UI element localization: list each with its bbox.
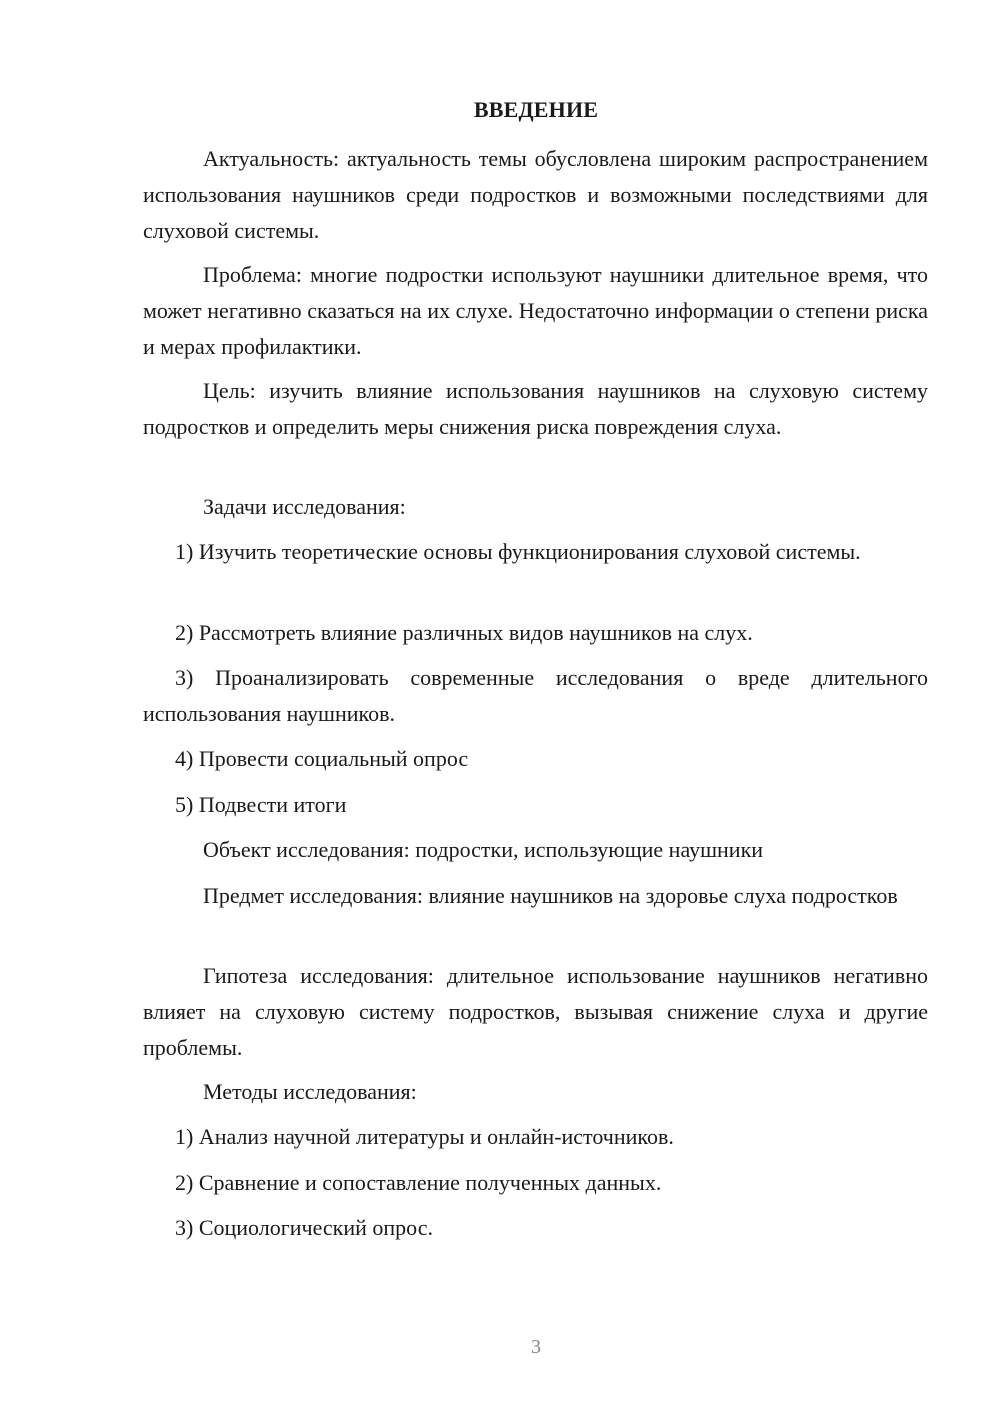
list-item-method-3: 3) Социологический опрос. [175, 1215, 433, 1240]
paragraph-tasks-heading: Задачи исследования: [203, 494, 406, 519]
section-title: ВВЕДЕНИЕ [473, 97, 599, 122]
list-item-task-4: 4) Провести социальный опрос [175, 746, 469, 771]
paragraph-relevance: Актуальность: актуальность темы обусловлена широким распространением использования наушников среди подростков и возможными последствиями для слуховой системы. [143, 146, 928, 243]
list-item-method-1: 1) Анализ научной литературы и онлайн-источников. [175, 1124, 674, 1149]
list-item-task-1: 1) Изучить теоретические основы функционирования слуховой системы. [175, 539, 861, 564]
paragraph-hypothesis: Гипотеза исследования: длительное использование наушников негативно влияет на слуховую систему подростков, вызывая снижение слуха и другие проблемы. [143, 963, 928, 1060]
paragraph-goal: Цель: изучить влияние использования наушников на слуховую систему подростков и определить меры снижения риска повреждения слуха. [143, 378, 928, 439]
paragraph-methods-heading: Методы исследования: [203, 1079, 417, 1104]
page-number: 3 [531, 1336, 541, 1358]
paragraph-problem: Проблема: многие подростки используют наушники длительное время, что может негативно сказаться на их слухе. Недостаточно информации о степени риска и мерах профилактики. [143, 262, 928, 359]
list-item-task-3: 3) Проанализировать современные исследования о вреде длительного использования наушников. [143, 665, 928, 726]
list-item-task-2: 2) Рассмотреть влияние различных видов наушников на слух. [175, 620, 753, 645]
paragraph-subject: Предмет исследования: влияние наушников на здоровье слуха подростков [203, 883, 898, 908]
paragraph-object: Объект исследования: подростки, использующие наушники [203, 837, 764, 862]
list-item-task-5: 5) Подвести итоги [175, 792, 347, 817]
list-item-method-2: 2) Сравнение и сопоставление полученных данных. [175, 1170, 662, 1195]
